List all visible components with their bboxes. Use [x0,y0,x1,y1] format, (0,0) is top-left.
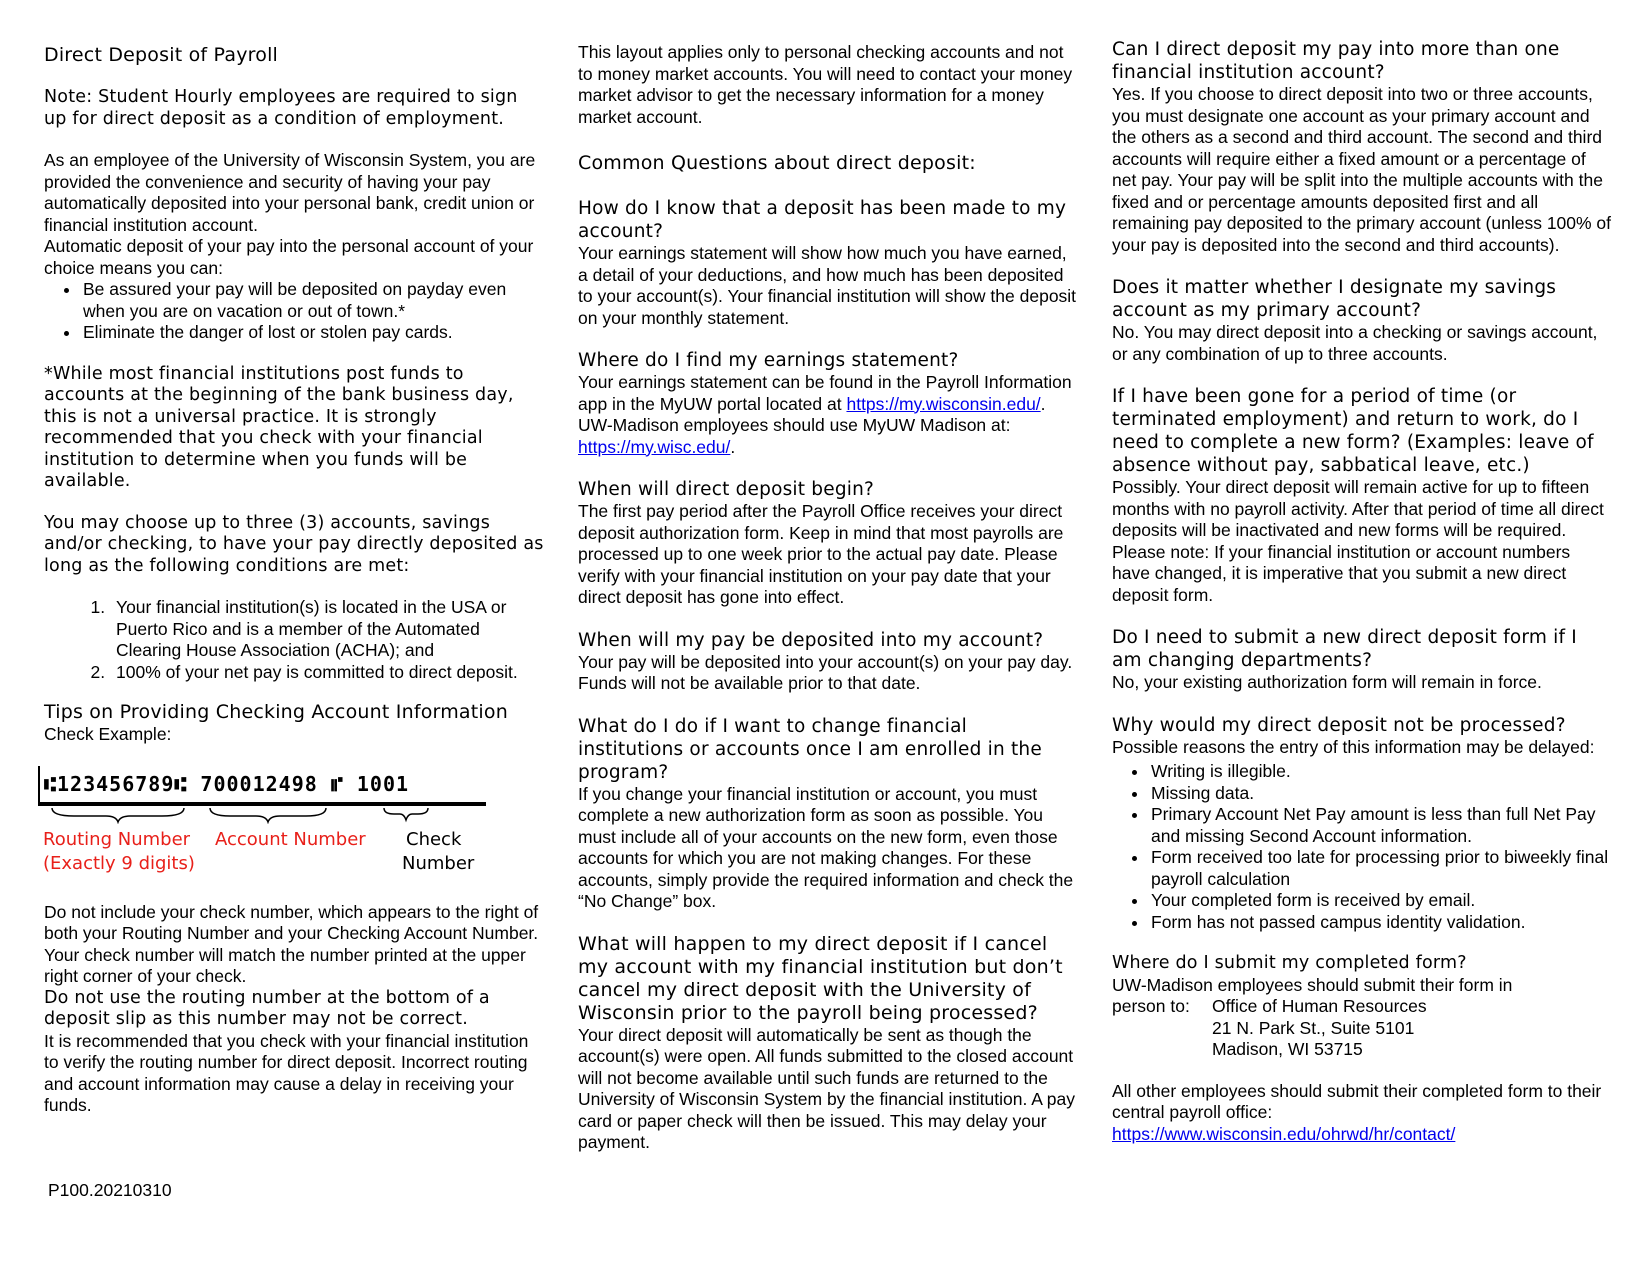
address-line: Madison, WI 53715 [1212,1039,1363,1059]
other-employees-paragraph: All other employees should submit their completed form to their central payroll office: [1112,1080,1602,1122]
myuw-madison-link[interactable]: https://my.wisc.edu/ [578,436,731,457]
routing-bracket-icon [52,808,184,822]
question-heading: Where do I find my earnings statement? [578,350,959,371]
answer-paragraph: Your pay will be deposited into your account(s) on your pay day. Funds will not be available prior to that date. [578,651,1073,693]
answer-paragraph: Your earnings statement can be found in the Payroll Information app in the MyUW portal located at https://my.wisconsin.edu/. UW-Madison employees should use MyUW Madison at: https://my.wisc.edu/. [578,372,1072,457]
column-middle [578,38,1078,1154]
list-item: • Form has not passed campus identity validation. [1149,912,1612,934]
list-item: • Eliminate the danger of lost or stolen pay cards. [81,322,544,344]
list-item: • Missing data. [1149,783,1612,805]
student-note: Note: Student Hourly employees are required to sign up for direct deposit as a condition of employment. [44,87,518,129]
recommended-paragraph: It is recommended that you check with your financial institution to verify the routing number for direct deposit. Incorrect routing and account information may cause a delay in receiving your funds. [44,1030,529,1115]
myuw-portal-link[interactable]: https://my.wisconsin.edu/ [846,393,1041,414]
list-item: 1. Your financial institution(s) is located in the USA or Puerto Rico and is a member of the Automated Clearing House Association (ACHA); and [110,597,544,662]
question-heading: When will direct deposit begin? [578,479,875,500]
list-item: • Form received too late for processing prior to biweekly final payroll calculation [1149,847,1612,890]
question-heading: When will my pay be deposited into my account? [578,629,1044,651]
tips-heading: Tips on Providing Checking Account Information [44,701,508,723]
page-title: Direct Deposit of Payroll [44,44,279,66]
check-edge-line [38,766,40,802]
micr-line: ⑆123456789⑆ 700012498 ⑈ 1001 [44,771,410,796]
address-line: 21 N. Park St., Suite 5101 [1212,1017,1415,1038]
answer-paragraph: Your direct deposit will automatically be sent as though the account(s) were open. All funds submitted to the closed account will not become available until such funds are returned to the University of Wisconsin System by the financial institution. A pay card or paper check will then be issued. This may delay your payment. [578,1024,1076,1152]
choose-paragraph: You may choose up to three (3) accounts, savings and/or checking, to have your pay directly deposited as long as the following conditions are met: [44,512,544,576]
reasons-list [1112,761,1612,933]
payroll-contact-link[interactable]: https://www.wisconsin.edu/ohrwd/hr/contact/ [1112,1123,1456,1144]
answer-paragraph: Yes. If you choose to direct deposit into two or three accounts, you must designate one account as your primary account and the others as a second and third account. The second and third accounts will require either a fixed amount or a percentage of net pay. Your pay will be split into the multiple accounts with the fixed and or percentage amounts deposited first and all remaining pay deposited to the primary account (unless 100% of your pay is deposited into the second and third accounts). [1112,84,1612,255]
list-item: • Be assured your pay will be deposited on payday even when you are on vacation or out of town.* [81,279,544,322]
footer-code: P100.20210310 [48,1180,172,1200]
list-item: 2. 100% of your net pay is committed to direct deposit. [110,662,544,684]
question-heading: If I have been gone for a period of time (or terminated employment) and return to work, do I need to complete a new form? (Examples: leave of absence without pay, sabbatical leave, etc.) [1112,386,1594,476]
person-to-label: person to: [1112,996,1190,1016]
check-number-label: Check [406,828,462,850]
common-questions-heading: Common Questions about direct deposit: [578,152,976,174]
column-left [44,38,544,1117]
bracket-icons [44,806,484,824]
routing-number-label: Routing Number [43,828,191,850]
address-lines [1212,996,1427,1061]
question-heading: How do I know that a deposit has been made to my account? [578,198,1067,242]
asterisk-note: *While most financial institutions post funds to accounts at the beginning of the bank business day, this is not a universal practice. It is strongly recommended that you check with your financial institution to determine when you funds will be available. [44,363,514,491]
address-block [1112,996,1612,1061]
check-example-label: Check Example: [44,724,172,744]
list-item: • Your completed form is received by email. [1149,890,1612,912]
question-heading: Why would my direct deposit not be processed? [1112,714,1566,736]
answer-paragraph: The first pay period after the Payroll Office receives your direct deposit authorization form. Keep in mind that most payrolls are processed up to one week prior to the actual pay date. Please verify with your financial institution on your pay date that your direct deposit has gone into effect. [578,501,1064,607]
do-not-use-paragraph: Do not use the routing number at the bottom of a deposit slip as this number may not be correct. [44,987,490,1029]
column-right [1112,38,1612,1145]
question-heading: Do I need to submit a new direct deposit form if I am changing departments? [1112,627,1577,671]
question-heading: Where do I submit my completed form? [1112,953,1467,973]
answer-paragraph: No. You may direct deposit into a checking or savings account, or any combination of up to three accounts. [1112,322,1598,364]
answer-paragraph: Possibly. Your direct deposit will remain active for up to fifteen months with no payroll activity. After that period of time all direct deposits will be inactivated and new forms will be required. Please note: If your financial institution or account numbers have changed, it is imperative that you submit a new direct deposit form. [1112,477,1604,605]
do-not-include-paragraph: Do not include your check number, which appears to the right of both your Routing Number and your Checking Account Number. Your check number will match the number printed at the upper right corner of your check. [44,901,539,986]
conditions-list [44,597,544,683]
answer-paragraph: Your earnings statement will show how much you have earned, a detail of your deductions, and how much has been deposited to your account(s). Your financial institution will show the deposit on your monthly statement. [578,243,1077,328]
list-item: • Writing is illegible. [1149,761,1612,783]
check-example-diagram [44,766,504,878]
intro-paragraph: As an employee of the University of Wisconsin System, you are provided the convenience and security of having your pay automatically deposited into your personal bank, credit union or financial institution account. [44,150,536,235]
account-number-label: Account Number [215,828,366,850]
submit-intro: UW-Madison employees should submit their form in [1112,974,1513,995]
check-number-sublabel: Number [402,852,475,874]
question-heading: Does it matter whether I designate my savings account as my primary account? [1112,277,1557,321]
answer-paragraph: No, your existing authorization form will remain in force. [1112,672,1542,692]
check-bracket-icon [384,808,428,820]
routing-number-sublabel: (Exactly 9 digits) [43,852,195,874]
intro-paragraph-2: Automatic deposit of your pay into the personal account of your choice means you can: [44,236,534,278]
address-line: Office of Human Resources [1212,996,1427,1016]
answer-paragraph: If you change your financial institution or account, you must complete a new authorization form as soon as possible. You must include all of your accounts on the new form, even those accounts for which you are not making changes. For these accounts, simply provide the required information and check the “No Change” box. [578,783,1074,911]
question-heading: Can I direct deposit my pay into more than one financial institution account? [1112,39,1560,83]
answer-paragraph: Possible reasons the entry of this information may be delayed: [1112,736,1595,757]
list-item: • Primary Account Net Pay amount is less than full Net Pay and missing Second Account information. [1149,804,1612,847]
account-bracket-icon [210,808,326,822]
benefit-list [44,279,544,344]
question-heading: What will happen to my direct deposit if I cancel my account with my financial institution but don’t cancel my direct deposit with the University of Wisconsin prior to the payroll being processed? [578,932,1063,1024]
layout-note: This layout applies only to personal checking accounts and not to money market accounts. You will need to contact your money market advisor to get the necessary information for a money market account. [578,42,1073,127]
question-heading: What do I do if I want to change financial institutions or accounts once I am enrolled in the program? [578,715,1042,783]
